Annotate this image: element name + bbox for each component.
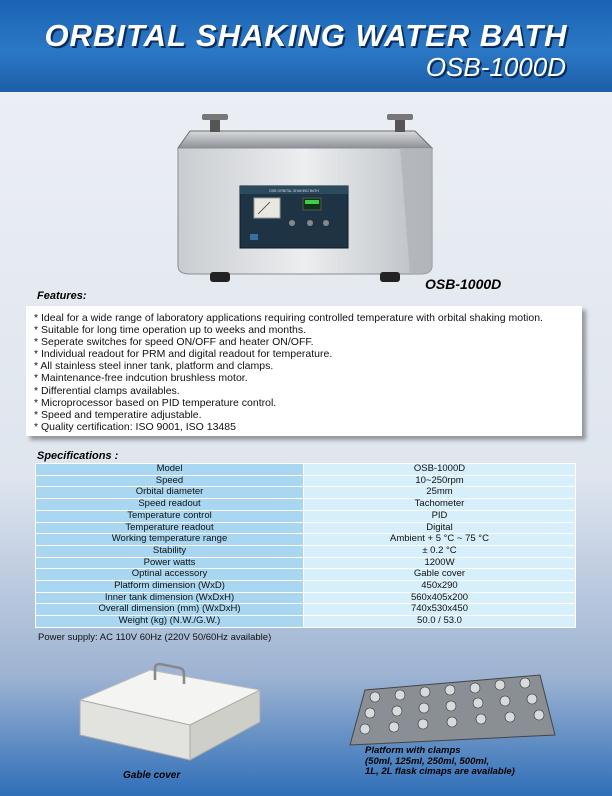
table-row: [36, 475, 576, 487]
table-row: [36, 569, 576, 581]
table-row: [36, 464, 576, 476]
page-title: ORBITAL SHAKING WATER BATH: [44, 18, 568, 53]
features-list: [26, 306, 582, 436]
platform-caption: [365, 746, 515, 778]
spec-label: Stability: [36, 545, 304, 557]
feature-item: * Seperate switches for speed ON/OFF and heater ON/OFF.: [34, 336, 314, 349]
table-row: [36, 604, 576, 616]
spec-label: Overall dimension (mm) (WxDxH): [36, 604, 304, 616]
gable-cover-image: [70, 650, 270, 765]
features-heading: Features:: [37, 290, 87, 302]
spec-value: 740x530x450: [304, 604, 576, 616]
feature-item: * Speed and temperatire adjustable.: [34, 408, 202, 421]
water-bath-image: [170, 96, 450, 296]
spec-value: 25mm: [304, 487, 576, 499]
spec-label: Working temperature range: [36, 534, 304, 546]
feature-item: * Differential clamps availables.: [34, 384, 180, 397]
spec-label: Inner tank dimension (WxDxH): [36, 592, 304, 604]
table-row: [36, 592, 576, 604]
spec-value: Digital: [304, 522, 576, 534]
feature-item: * Quality certification: ISO 9001, ISO 13485: [34, 420, 236, 433]
feature-item: * All stainless steel inner tank, platform and clamps.: [34, 360, 274, 373]
table-row: [36, 616, 576, 628]
spec-label: Orbital diameter: [36, 487, 304, 499]
spec-label: Model: [36, 464, 304, 476]
model-title: OSB-1000D: [425, 52, 566, 82]
spec-label: Speed readout: [36, 499, 304, 511]
table-row: [36, 522, 576, 534]
spec-value: Ambient + 5 °C ~ 75 °C: [304, 534, 576, 546]
spec-value: ± 0.2 °C: [304, 545, 576, 557]
header-banner: [0, 0, 612, 92]
spec-label: Speed: [36, 475, 304, 487]
spec-value: PID: [304, 510, 576, 522]
feature-item: * Ideal for a wide range of laboratory applications requiring controlled temperature with orbital shaking motion.: [34, 312, 543, 324]
gable-cover-caption: Gable cover: [123, 770, 181, 781]
feature-item: * Microprocessor based on PID temperature control.: [34, 396, 277, 409]
spec-value: 1200W: [304, 557, 576, 569]
platform-clamps-image: [345, 665, 560, 750]
table-row: [36, 545, 576, 557]
spec-label: Temperature control: [36, 510, 304, 522]
power-supply-note: Power supply: AC 110V 60Hz (220V 50/60Hz available): [38, 632, 272, 643]
spec-value: Tachometer: [304, 499, 576, 511]
feature-item: * Maintenance-free indcution brushless motor.: [34, 372, 248, 385]
spec-label: Power watts: [36, 557, 304, 569]
spec-value: 50.0 / 53.0: [304, 616, 576, 628]
spec-label: Optinal accessory: [36, 569, 304, 581]
spec-value: 10~250rpm: [304, 475, 576, 487]
table-row: [36, 557, 576, 569]
feature-item: * Suitable for long time operation up to weeks and months.: [34, 324, 306, 337]
product-caption: OSB-1000D: [425, 276, 502, 292]
spec-value: Gable cover: [304, 569, 576, 581]
panel-label: OSB ORBITAL SHAKING BATH: [269, 189, 319, 193]
spec-label: Temperature readout: [36, 522, 304, 534]
table-row: [36, 510, 576, 522]
spec-label: Weight (kg) (N.W./G.W.): [36, 616, 304, 628]
table-row: [36, 581, 576, 593]
spec-label: Platform dimension (WxD): [36, 581, 304, 593]
feature-item: * Individual readout for PRM and digital readout for temperature.: [34, 348, 333, 361]
table-row: [36, 499, 576, 511]
spec-value: 450x290: [304, 581, 576, 593]
spec-value: OSB-1000D: [304, 464, 576, 476]
specifications-table: [35, 463, 576, 628]
platform-caption-line: 1L, 2L flask cimaps are available): [365, 766, 515, 777]
platform-caption-line: (50ml, 125ml, 250ml, 500ml,: [365, 755, 490, 767]
platform-caption-line: Platform with clamps: [365, 745, 461, 756]
specifications-heading: Specifications :: [37, 450, 119, 462]
table-row: [36, 487, 576, 499]
table-row: [36, 534, 576, 546]
spec-value: 560x405x200: [304, 592, 576, 604]
